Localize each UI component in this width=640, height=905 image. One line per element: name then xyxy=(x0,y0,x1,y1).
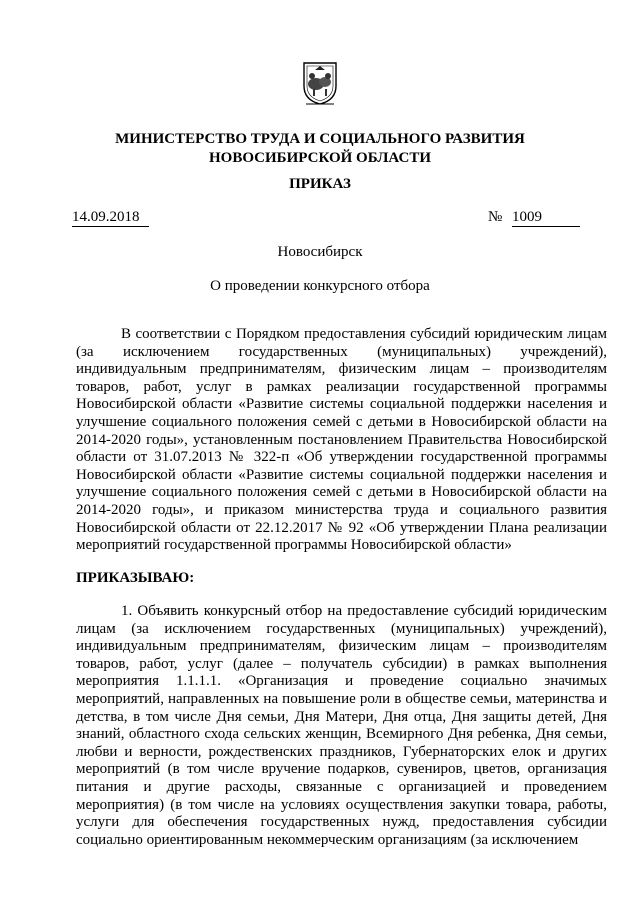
item-1-paragraph: 1. Объявить конкурсный отбор на предоставление субсидий юридическим лицам (за исключением государственных (муниципальных) учреждений), индивидуальным предпринимателям, физическим лицам – производителям товаров, работ, услуг (далее – получатель субсидии) в рамках выполнения мероприятия 1.1.1.1. «Организация и проведение социально значимых мероприятий, направленных на повышение роли в обществе семьи, материнства и детства, в том числе Дня семьи, Дня Матери, Дня отца, Дня защиты детей, Дня знаний, областного схода сельских женщин, Всемирного Дня ребенка, Дня семьи, любви и верности, рождественских праздников, Губернаторских елок и других мероприятий (в том числе вручение подарков, сувениров, цветов, организация питания и другие расходы, связанные с организацией и проведением мероприятия) (в том числе на условиях осуществления закупки товара, работы, услуги для обеспечения государственных нужд, предоставления субсидии социально ориентированным некоммерческим организациям (за исключением xyxy=(76,603,607,848)
ministry-name xyxy=(0,130,640,168)
orders-heading: ПРИКАЗЫВАЮ: xyxy=(76,570,195,586)
order-subject: О проведении конкурсного отбора xyxy=(210,278,430,294)
number-sign: № xyxy=(488,209,503,225)
ministry-line-1: МИНИСТЕРСТВО ТРУДА И СОЦИАЛЬНОГО РАЗВИТИЯ xyxy=(115,131,525,147)
order-number: 1009 xyxy=(512,208,580,227)
ministry-line-2: НОВОСИБИРСКОЙ ОБЛАСТИ xyxy=(208,150,432,166)
coat-of-arms-icon xyxy=(300,60,340,106)
preamble-paragraph: В соответствии с Порядком предоставления субсидий юридическим лицам (за исключением государственных (муниципальных) учреждений), индивидуальным предпринимателям, физическим лицам – производителям товаров, работ, услуг в рамках реализации государственной программы Новосибирской области «Развитие системы социальной поддержки населения и улучшение социального положения семей с детьми в Новосибирской области на 2014-2020 годы», установленным постановлением Правительства Новосибирской области от 31.07.2013 № 322-п «Об утверждении государственной программы Новосибирской области «Развитие системы социальной поддержки населения и улучшение социального положения семей с детьми в Новосибирской области на 2014-2020 годы», и приказом министерства труда и социального развития Новосибирской области от 22.12.2017 № 92 «Об утверждении Плана реализации мероприятий государственной программы Новосибирской области» xyxy=(76,326,607,554)
order-date: 14.09.2018 xyxy=(72,208,149,227)
document-type: ПРИКАЗ xyxy=(289,176,351,192)
city-name: Новосибирск xyxy=(277,244,363,260)
